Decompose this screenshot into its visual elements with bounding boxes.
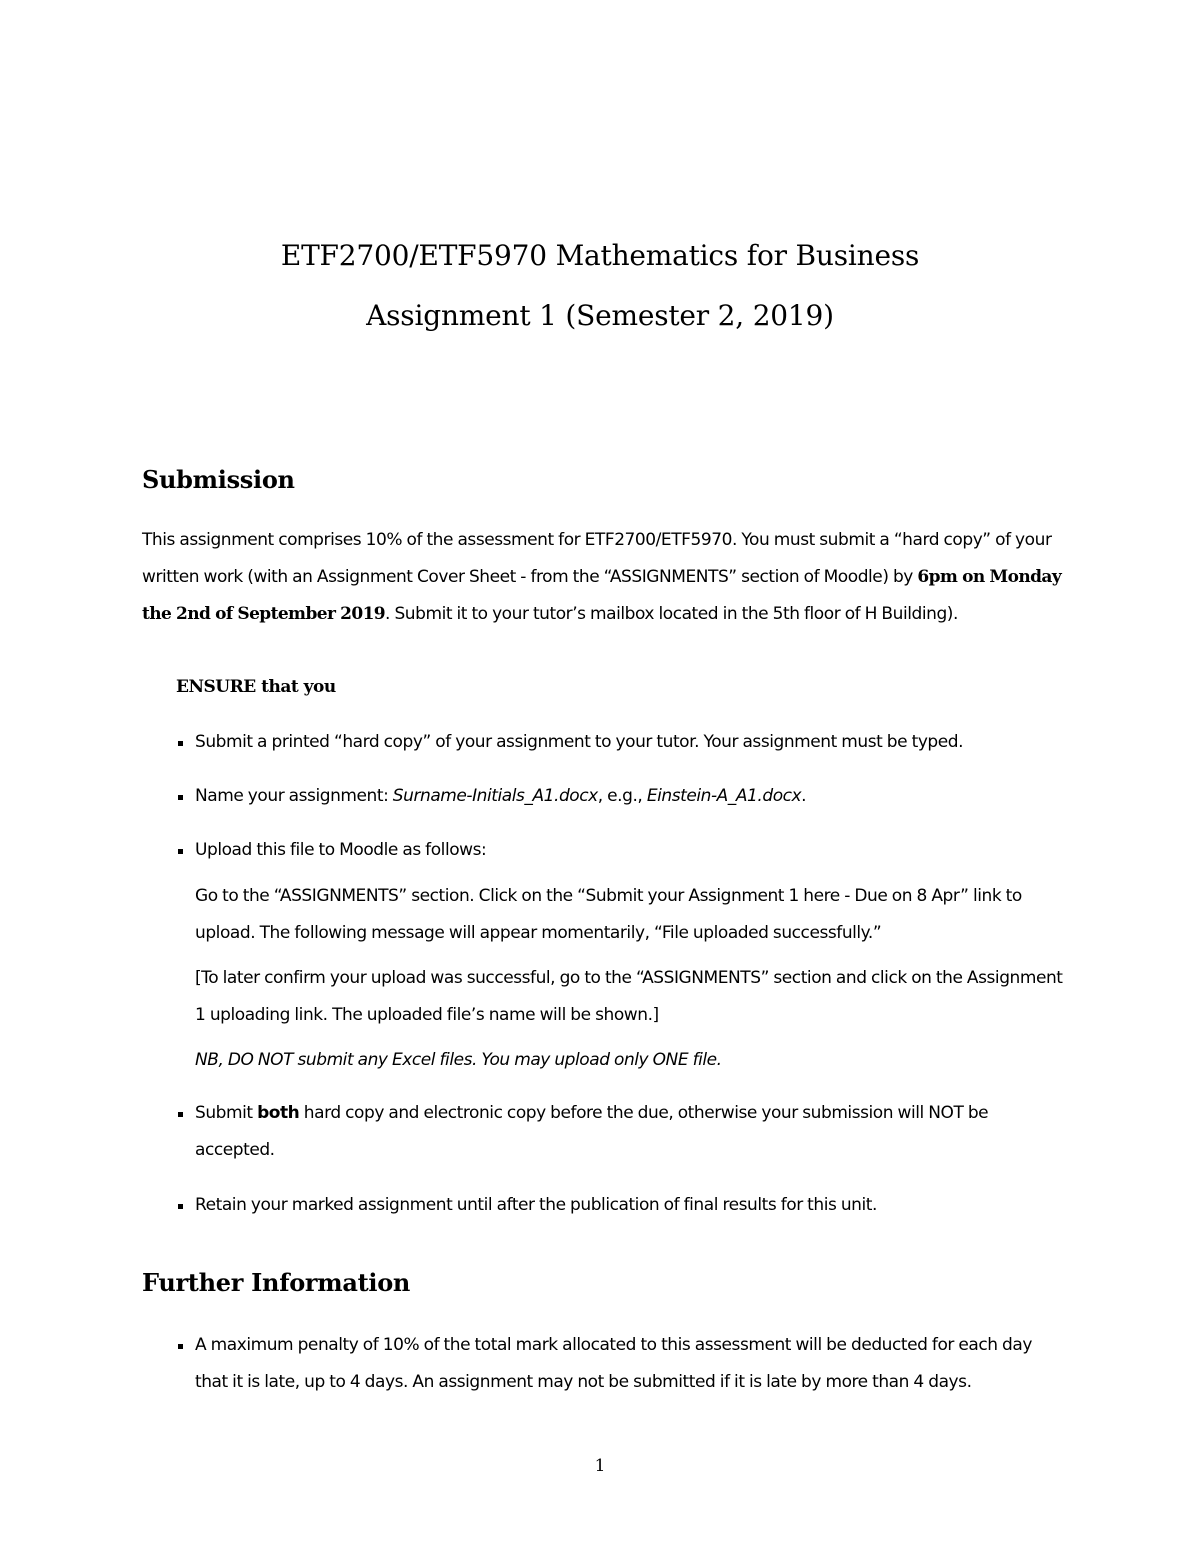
file-name-example: Einstein-A_A1.docx: [646, 786, 802, 806]
checklist-item-retain: Retain your marked assignment until after the publication of final results for this unit.: [195, 1195, 877, 1215]
excel-warning: NB, DO NOT submit any Excel files. You may upload only ONE file.: [195, 1050, 722, 1070]
further-information-heading: Further Information: [142, 1268, 411, 1297]
submission-text-end: . Submit it to your tutor’s mailbox located in the 5th floor of H Building).: [385, 604, 958, 624]
page-number: 1: [594, 1456, 606, 1476]
submission-heading: Submission: [142, 465, 295, 494]
upload-instructions: Go to the “ASSIGNMENTS” section. Click on the “Submit your Assignment 1 here - Due on 8 Apr” link to upload. The following message will appear momentarily, “File uploaded successfully.”: [195, 886, 1022, 943]
document-title: [0, 226, 1200, 346]
submission-text-start: This assignment comprises 10% of the assessment for ETF2700/ETF5970. You must submit a “hard copy” of your written work (with an Assignment Cover Sheet - from the “ASSIGNMENTS” section of Moodle) by: [142, 530, 1052, 587]
checklist-item-hard-copy: Submit a printed “hard copy” of your assignment to your tutor. Your assignment must be typed.: [195, 732, 964, 752]
both-copies-rest: hard copy and electronic copy before the due, otherwise your submission will NOT be accepted.: [195, 1103, 989, 1160]
checklist-item-file-name: [195, 778, 1065, 815]
due-date-text: 6pm on Monday the 2nd of September 2019: [142, 567, 1062, 624]
both-copies-prefix: Submit: [195, 1103, 258, 1123]
file-name-end: .: [801, 786, 807, 806]
file-name-pattern: Surname-Initials_A1.docx: [392, 786, 598, 806]
bullet-marker: [178, 1112, 183, 1117]
bullet-marker: [178, 1344, 183, 1349]
submission-paragraph: [142, 522, 1062, 633]
bullet-marker: [178, 795, 183, 800]
course-title: ETF2700/ETF5970 Mathematics for Business: [280, 239, 920, 272]
bullet-marker: [178, 741, 183, 746]
both-copies-bold: both: [257, 1103, 300, 1123]
upload-confirmation-note: [To later confirm your upload was successful, go to the “ASSIGNMENTS” section and click on the Assignment 1 uploading link. The uploaded file’s name will be shown.]: [195, 968, 1063, 1025]
assignment-title: Assignment 1 (Semester 2, 2019): [366, 299, 834, 332]
checklist-item-upload: Upload this file to Moodle as follows:: [195, 840, 487, 860]
file-name-mid: , e.g.,: [597, 786, 647, 806]
checklist-item-both-copies: [195, 1095, 1065, 1169]
bullet-marker: [178, 1204, 183, 1209]
bullet-marker: [178, 849, 183, 854]
ensure-label: ENSURE that you: [176, 677, 336, 697]
late-penalty-item: A maximum penalty of 10% of the total mark allocated to this assessment will be deducted for each day that it is late, up to 4 days. An assignment may not be submitted if it is late by more than 4 days.: [195, 1335, 1032, 1392]
file-name-prefix: Name your assignment:: [195, 786, 393, 806]
